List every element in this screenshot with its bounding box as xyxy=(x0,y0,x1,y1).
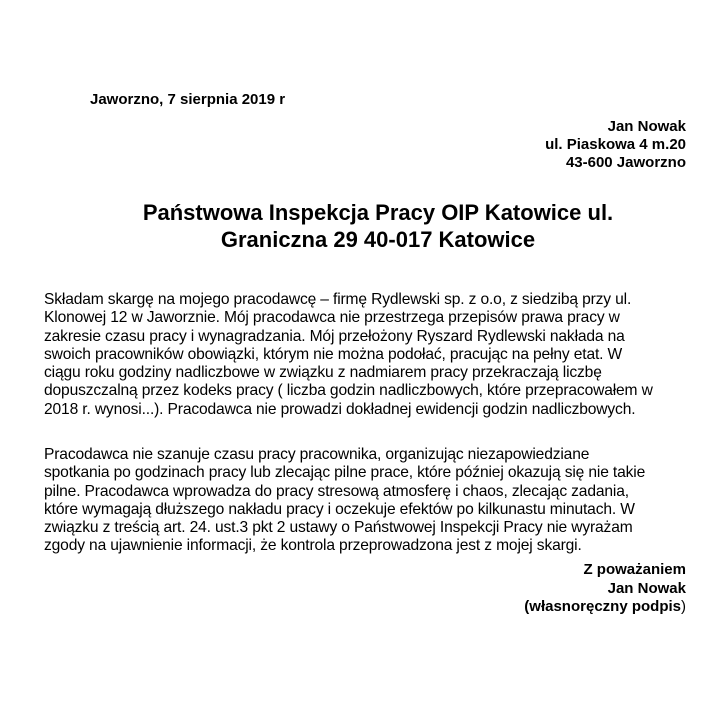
text-line: ciągu roku godziny nadliczbowe w związku z nadmiarem pracy przekraczają liczbę xyxy=(44,364,602,382)
sender-name: Jan Nowak xyxy=(607,118,686,135)
text-line: które wymagają dłuższego nakładu pracy i oczekuje efektów po kilkunastu minutach. W xyxy=(44,500,635,518)
text-line: zgody na ujawnienie informacji, że kontrola przeprowadzona jest z mojej skargi. xyxy=(44,537,582,555)
signature-block xyxy=(524,561,686,617)
text-line: Składam skargę na mojego pracodawcę – firmę Rydlewski sp. z o.o, z siedzibą przy ul. xyxy=(44,291,632,308)
signer-name: Jan Nowak xyxy=(607,579,686,597)
body-paragraph-1 xyxy=(44,291,653,419)
text-line: dopuszczalną przez kodeks pracy ( liczba godzin nadliczbowych, które przepracowałem w xyxy=(44,382,653,400)
text-line: swoich pracowników obowiązki, którym nie można podołać, pracując na pełny etat. W xyxy=(44,345,623,363)
sender-address xyxy=(545,118,686,172)
text-line: zakresie czasu pracy i wynagradzania. Mój przełożony Ryszard Rydlewski nakłada na xyxy=(44,327,625,345)
closing: Z poważaniem xyxy=(583,561,686,578)
text-line: spotkania po godzinach pracy lub zlecając pilne prace, które później okazują się nie takie xyxy=(44,464,646,482)
recipient-line-1: Państwowa Inspekcja Pracy OIP Katowice ul. xyxy=(142,200,614,225)
sender-city: 43-600 Jaworzno xyxy=(565,154,686,171)
body-paragraph-2 xyxy=(44,446,645,556)
text-line: związku z treścią art. 24. ust.3 pkt 2 ustawy o Państwowej Inspekcji Pracy nie wyrażam xyxy=(44,519,633,537)
sender-street: ul. Piaskowa 4 m.20 xyxy=(545,136,686,153)
signature-note xyxy=(524,598,686,617)
text-line: 2018 r. wynosi...). Pracodawca nie prowadzi dokładnej ewidencji godzin nadliczbowych. xyxy=(44,400,636,418)
letter-date: Jaworzno, 7 sierpnia 2019 r xyxy=(90,91,286,108)
recipient-heading xyxy=(60,199,696,253)
recipient-line-2: Graniczna 29 40-017 Katowice xyxy=(220,227,536,252)
signature-note-text: (własnoręczny podpis xyxy=(524,598,681,615)
text-line: Pracodawca nie szanuje czasu pracy pracownika, organizując niezapowiedziane xyxy=(44,446,590,463)
signature-note-paren: ) xyxy=(681,598,686,615)
text-line: pilne. Pracodawca wprowadza do pracy stresową atmosferę i chaos, zlecając zadania, xyxy=(44,482,629,500)
text-line: Klonowej 12 w Jaworznie. Mój pracodawca nie przestrzega przepisów prawa pracy w xyxy=(44,309,620,327)
